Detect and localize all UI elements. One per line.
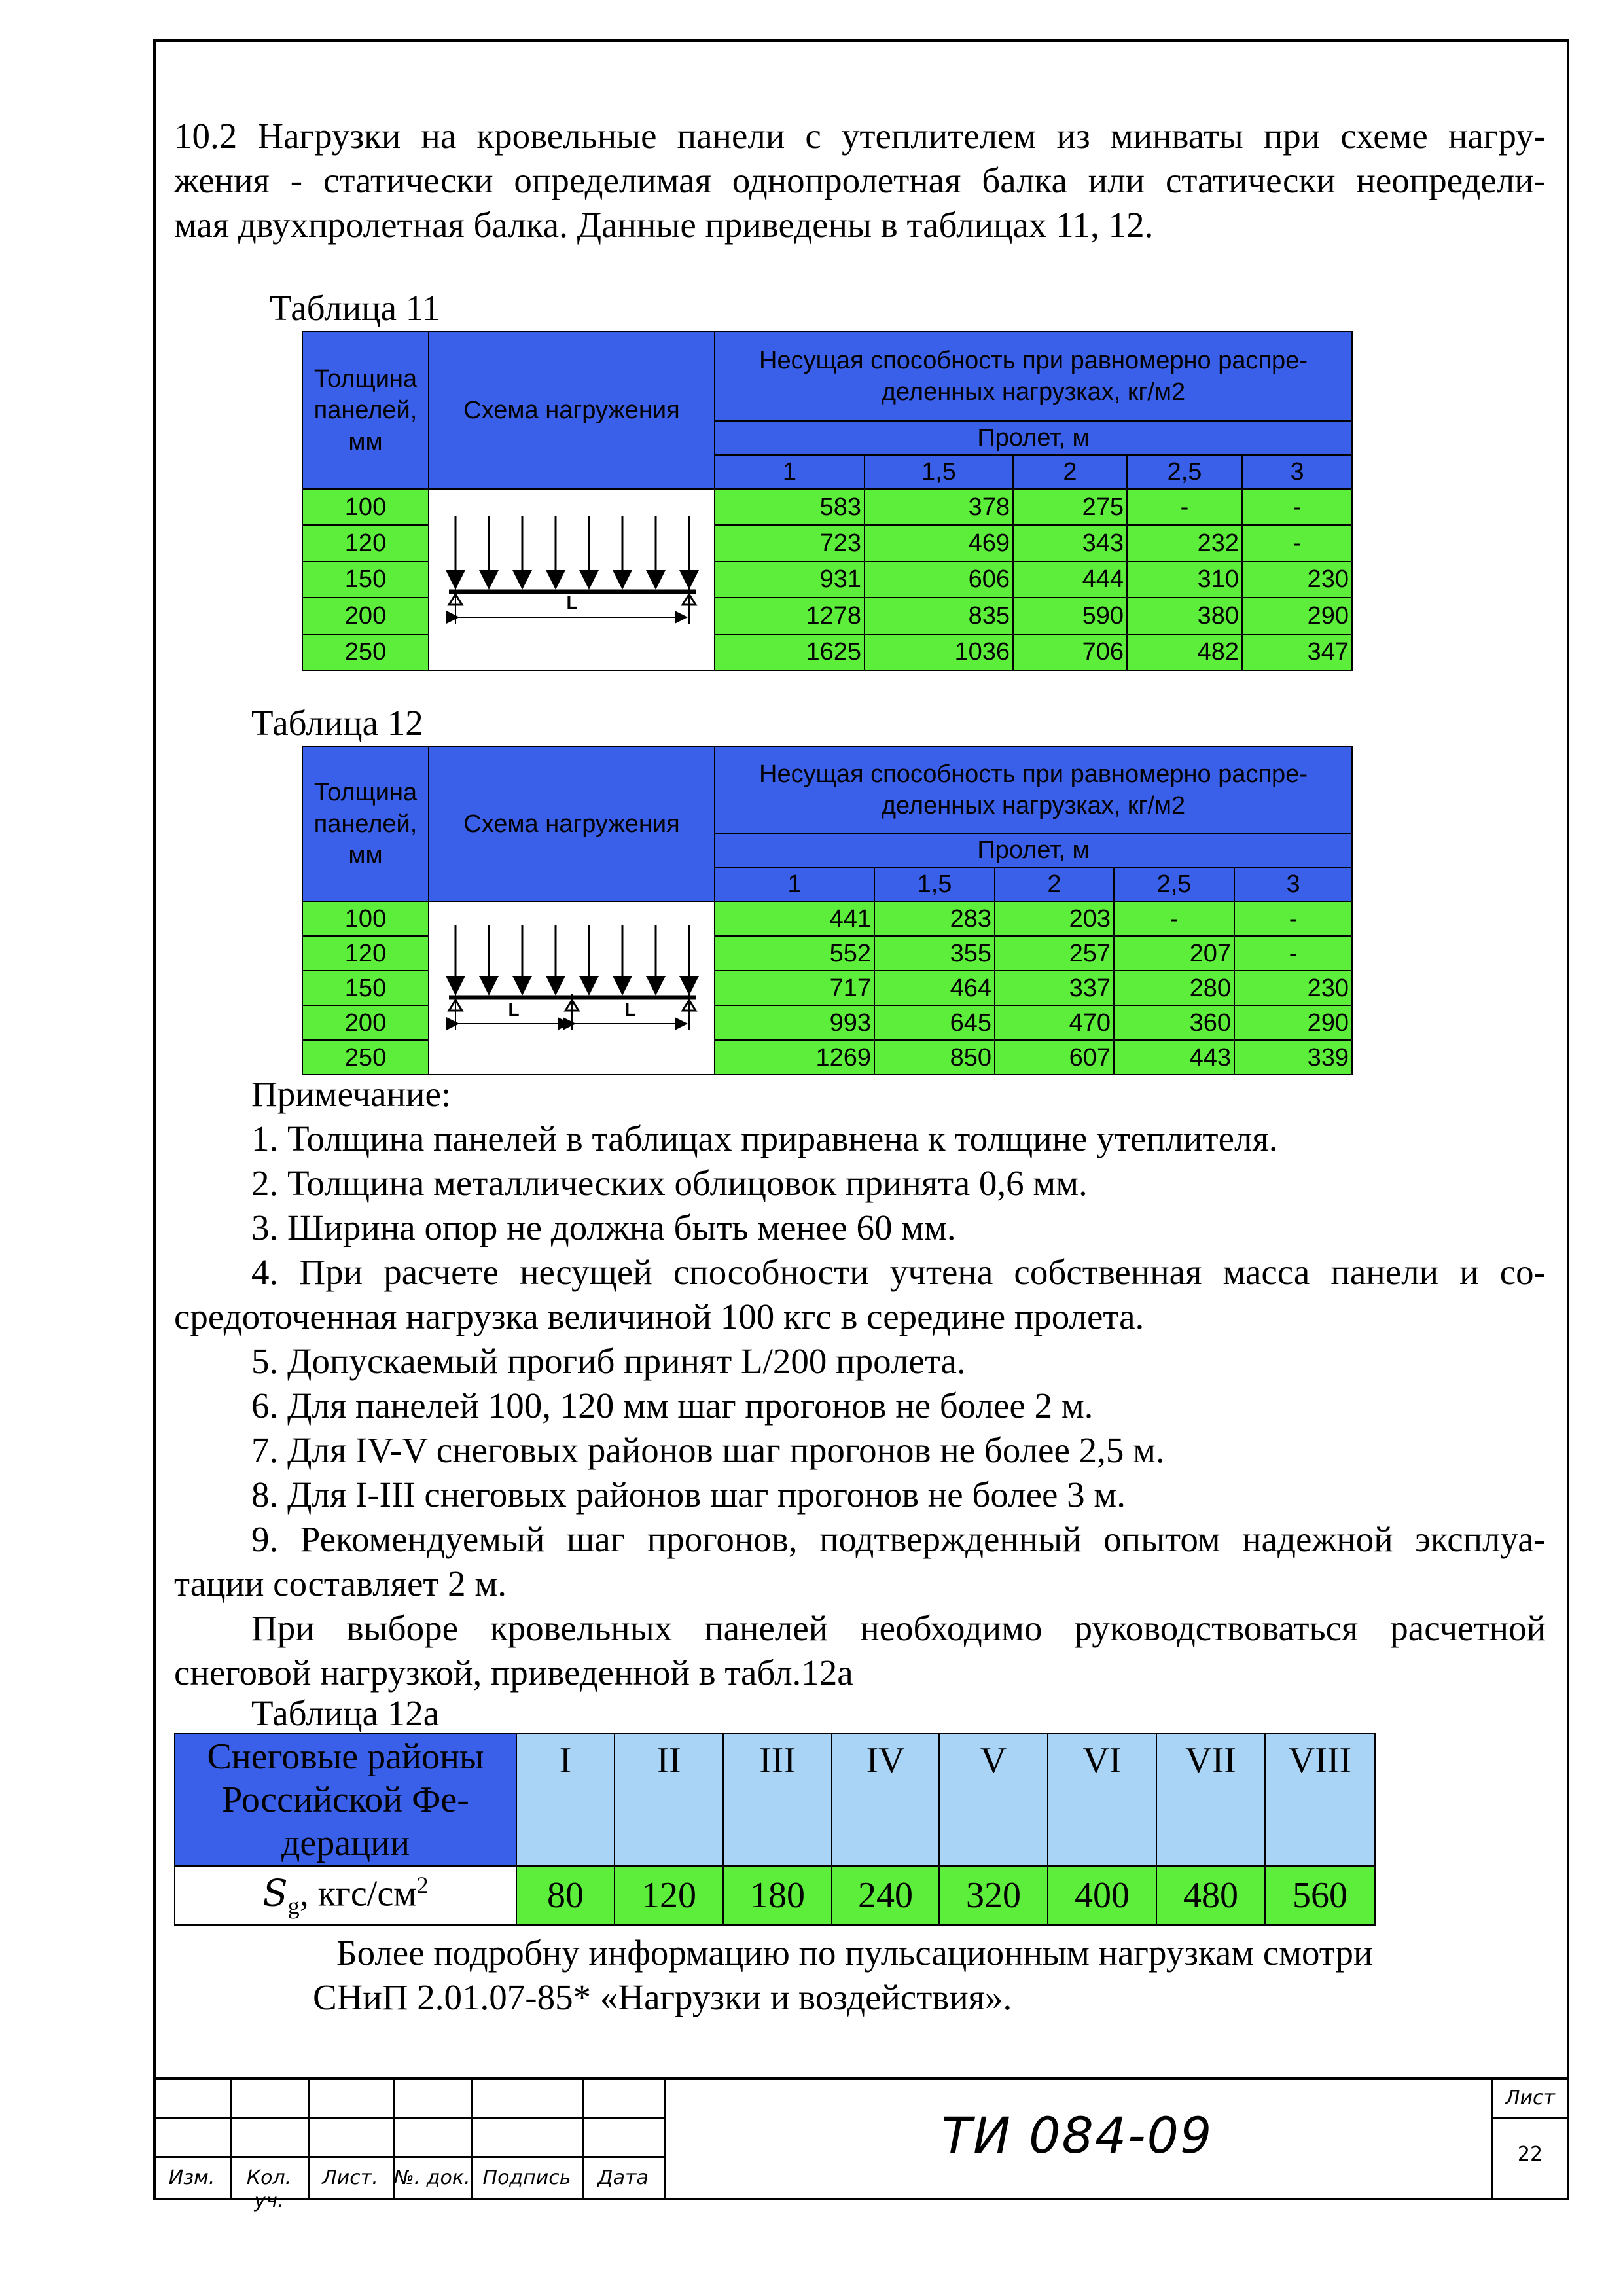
span-label: L <box>566 592 578 613</box>
note-3: 3. Ширина опор не должна быть менее 60 мм. <box>251 1208 956 1247</box>
span-col: 2 <box>995 867 1114 901</box>
header-scheme: Схема нагружения <box>429 332 715 489</box>
span-col: 2,5 <box>1127 455 1242 489</box>
beam-diagram <box>429 490 715 661</box>
header-capacity: Несущая способность при равномерно распре- деленных нагрузках, кг/м2 <box>715 747 1352 833</box>
title-block <box>153 2077 1569 2212</box>
table-row: 250 1625 1036 706 482 347 <box>302 634 1352 670</box>
stamp-col-sheet: Лист. <box>322 2166 378 2189</box>
region-col: IV <box>832 1734 939 1866</box>
intro-line-1: 10.2 Нагрузки на кровельные панели с утеплителем из минваты при схеме нагру- <box>174 116 1546 156</box>
stamp-col-signature: Подпись <box>482 2166 571 2189</box>
region-col: VI <box>1048 1734 1156 1866</box>
beam-diagram <box>429 902 715 1066</box>
note-5: 5. Допускаемый прогиб принят L/200 пролета. <box>251 1341 966 1381</box>
intro-line-2: жения - статически определимая однопролетная балка или статически неопредели- <box>174 160 1546 200</box>
span-col: 1,5 <box>865 455 1013 489</box>
span-col: 2,5 <box>1114 867 1234 901</box>
table-row: $S_g$, кгс/$см^2$ 80 120 180 240 320 400 480 560 <box>175 1866 1375 1925</box>
region-col: VII <box>1156 1734 1265 1866</box>
table-12a <box>174 1733 1376 1926</box>
sheet-label: Лист <box>1505 2087 1556 2109</box>
span-label: L <box>508 999 520 1020</box>
stamp-col-doc: №. док. <box>393 2166 471 2189</box>
region-col: I <box>516 1734 615 1866</box>
table-row: 250 1269 850 607 443 339 <box>302 1040 1352 1075</box>
span-label: L <box>624 999 636 1020</box>
choice-line-2: снеговой нагрузкой, приведенной в табл.12а <box>174 1653 853 1693</box>
load-scheme-single-span <box>429 489 715 670</box>
span-col: 1 <box>715 867 874 901</box>
table-row: 120 723 469 343 232 - <box>302 525 1352 561</box>
note-7: 7. Для IV-V снеговых районов шаг прогонов не более 2,5 м. <box>251 1430 1165 1470</box>
note-9-line-2: тации составляет 2 м. <box>174 1564 507 1604</box>
table-row: 200 1278 835 590 380 290 <box>302 598 1352 634</box>
sheet-number: 22 <box>1517 2143 1543 2166</box>
span-col: 1,5 <box>874 867 995 901</box>
region-col: VIII <box>1265 1734 1375 1866</box>
choice-line-1: При выборе кровельных панелей необходимо руководствоваться расчетной <box>251 1608 1546 1648</box>
stamp-col-date: Дата <box>597 2166 649 2189</box>
header-thickness: Толщина панелей, мм <box>302 332 429 489</box>
table-11 <box>302 331 1353 671</box>
note-4-line-1: 4. При расчете несущей способности учтена собственная масса панели и со- <box>251 1252 1546 1292</box>
table-row: 200 993 645 470 360 290 <box>302 1005 1352 1040</box>
stamp-col-count: Кол. уч. <box>246 2166 292 2212</box>
header-span: Пролет, м <box>715 421 1352 455</box>
header-capacity: Несущая способность при равномерно распре- деленных нагрузках, кг/м2 <box>715 332 1352 421</box>
stamp-col-change: Изм. <box>168 2166 215 2189</box>
table-row: 120 552 355 257 207 - <box>302 936 1352 971</box>
load-scheme-two-span <box>429 901 715 1075</box>
region-col: III <box>723 1734 832 1866</box>
span-col: 3 <box>1234 867 1352 901</box>
notes-title: Примечание: <box>251 1074 452 1114</box>
note-1: 1. Толщина панелей в таблицах приравнена к толщине утеплителя. <box>251 1119 1278 1158</box>
more-info-line-1: Более подробну информацию по пульсационным нагрузкам смотри <box>336 1933 1373 1973</box>
table-row: 100 L L 441 283 203 - - <box>302 901 1352 936</box>
header-snow-regions: Снеговые районы Российской Фе- дерации <box>175 1734 516 1866</box>
document-code: ТИ 084-09 <box>941 2106 1213 2164</box>
header-thickness: Толщина панелей, мм <box>302 747 429 901</box>
snow-load-label: $S_g$, кгс/$см^2$ <box>175 1866 516 1925</box>
span-col: 2 <box>1013 455 1127 489</box>
header-scheme: Схема нагружения <box>429 747 715 901</box>
table-row: 150 717 464 337 280 230 <box>302 971 1352 1005</box>
table-12 <box>302 746 1353 1075</box>
table-11-caption: Таблица 11 <box>270 288 440 328</box>
region-col: V <box>939 1734 1048 1866</box>
table-row: 100 L 583 378 275 - - <box>302 489 1352 525</box>
note-8: 8. Для I-III снеговых районов шаг прогонов не более 3 м. <box>251 1475 1126 1515</box>
table-12a-caption: Таблица 12а <box>251 1693 440 1733</box>
span-col: 3 <box>1242 455 1352 489</box>
header-span: Пролет, м <box>715 833 1352 867</box>
region-col: II <box>615 1734 723 1866</box>
note-9-line-1: 9. Рекомендуемый шаг прогонов, подтвержденный опытом надежной эксплуа- <box>251 1519 1546 1559</box>
table-12-caption: Таблица 12 <box>251 703 423 743</box>
more-info-line-2: СНиП 2.01.07-85* «Нагрузки и воздействия». <box>313 1977 1012 2017</box>
table-row: 150 931 606 444 310 230 <box>302 562 1352 598</box>
note-4-line-2: средоточенная нагрузка величиной 100 кгс в середине пролета. <box>174 1297 1145 1336</box>
note-2: 2. Толщина металлических облицовок принята 0,6 мм. <box>251 1163 1088 1203</box>
intro-line-3: мая двухпролетная балка. Данные приведены в таблицах 11, 12. <box>174 205 1154 245</box>
span-col: 1 <box>715 455 865 489</box>
note-6: 6. Для панелей 100, 120 мм шаг прогонов не более 2 м. <box>251 1386 1094 1426</box>
